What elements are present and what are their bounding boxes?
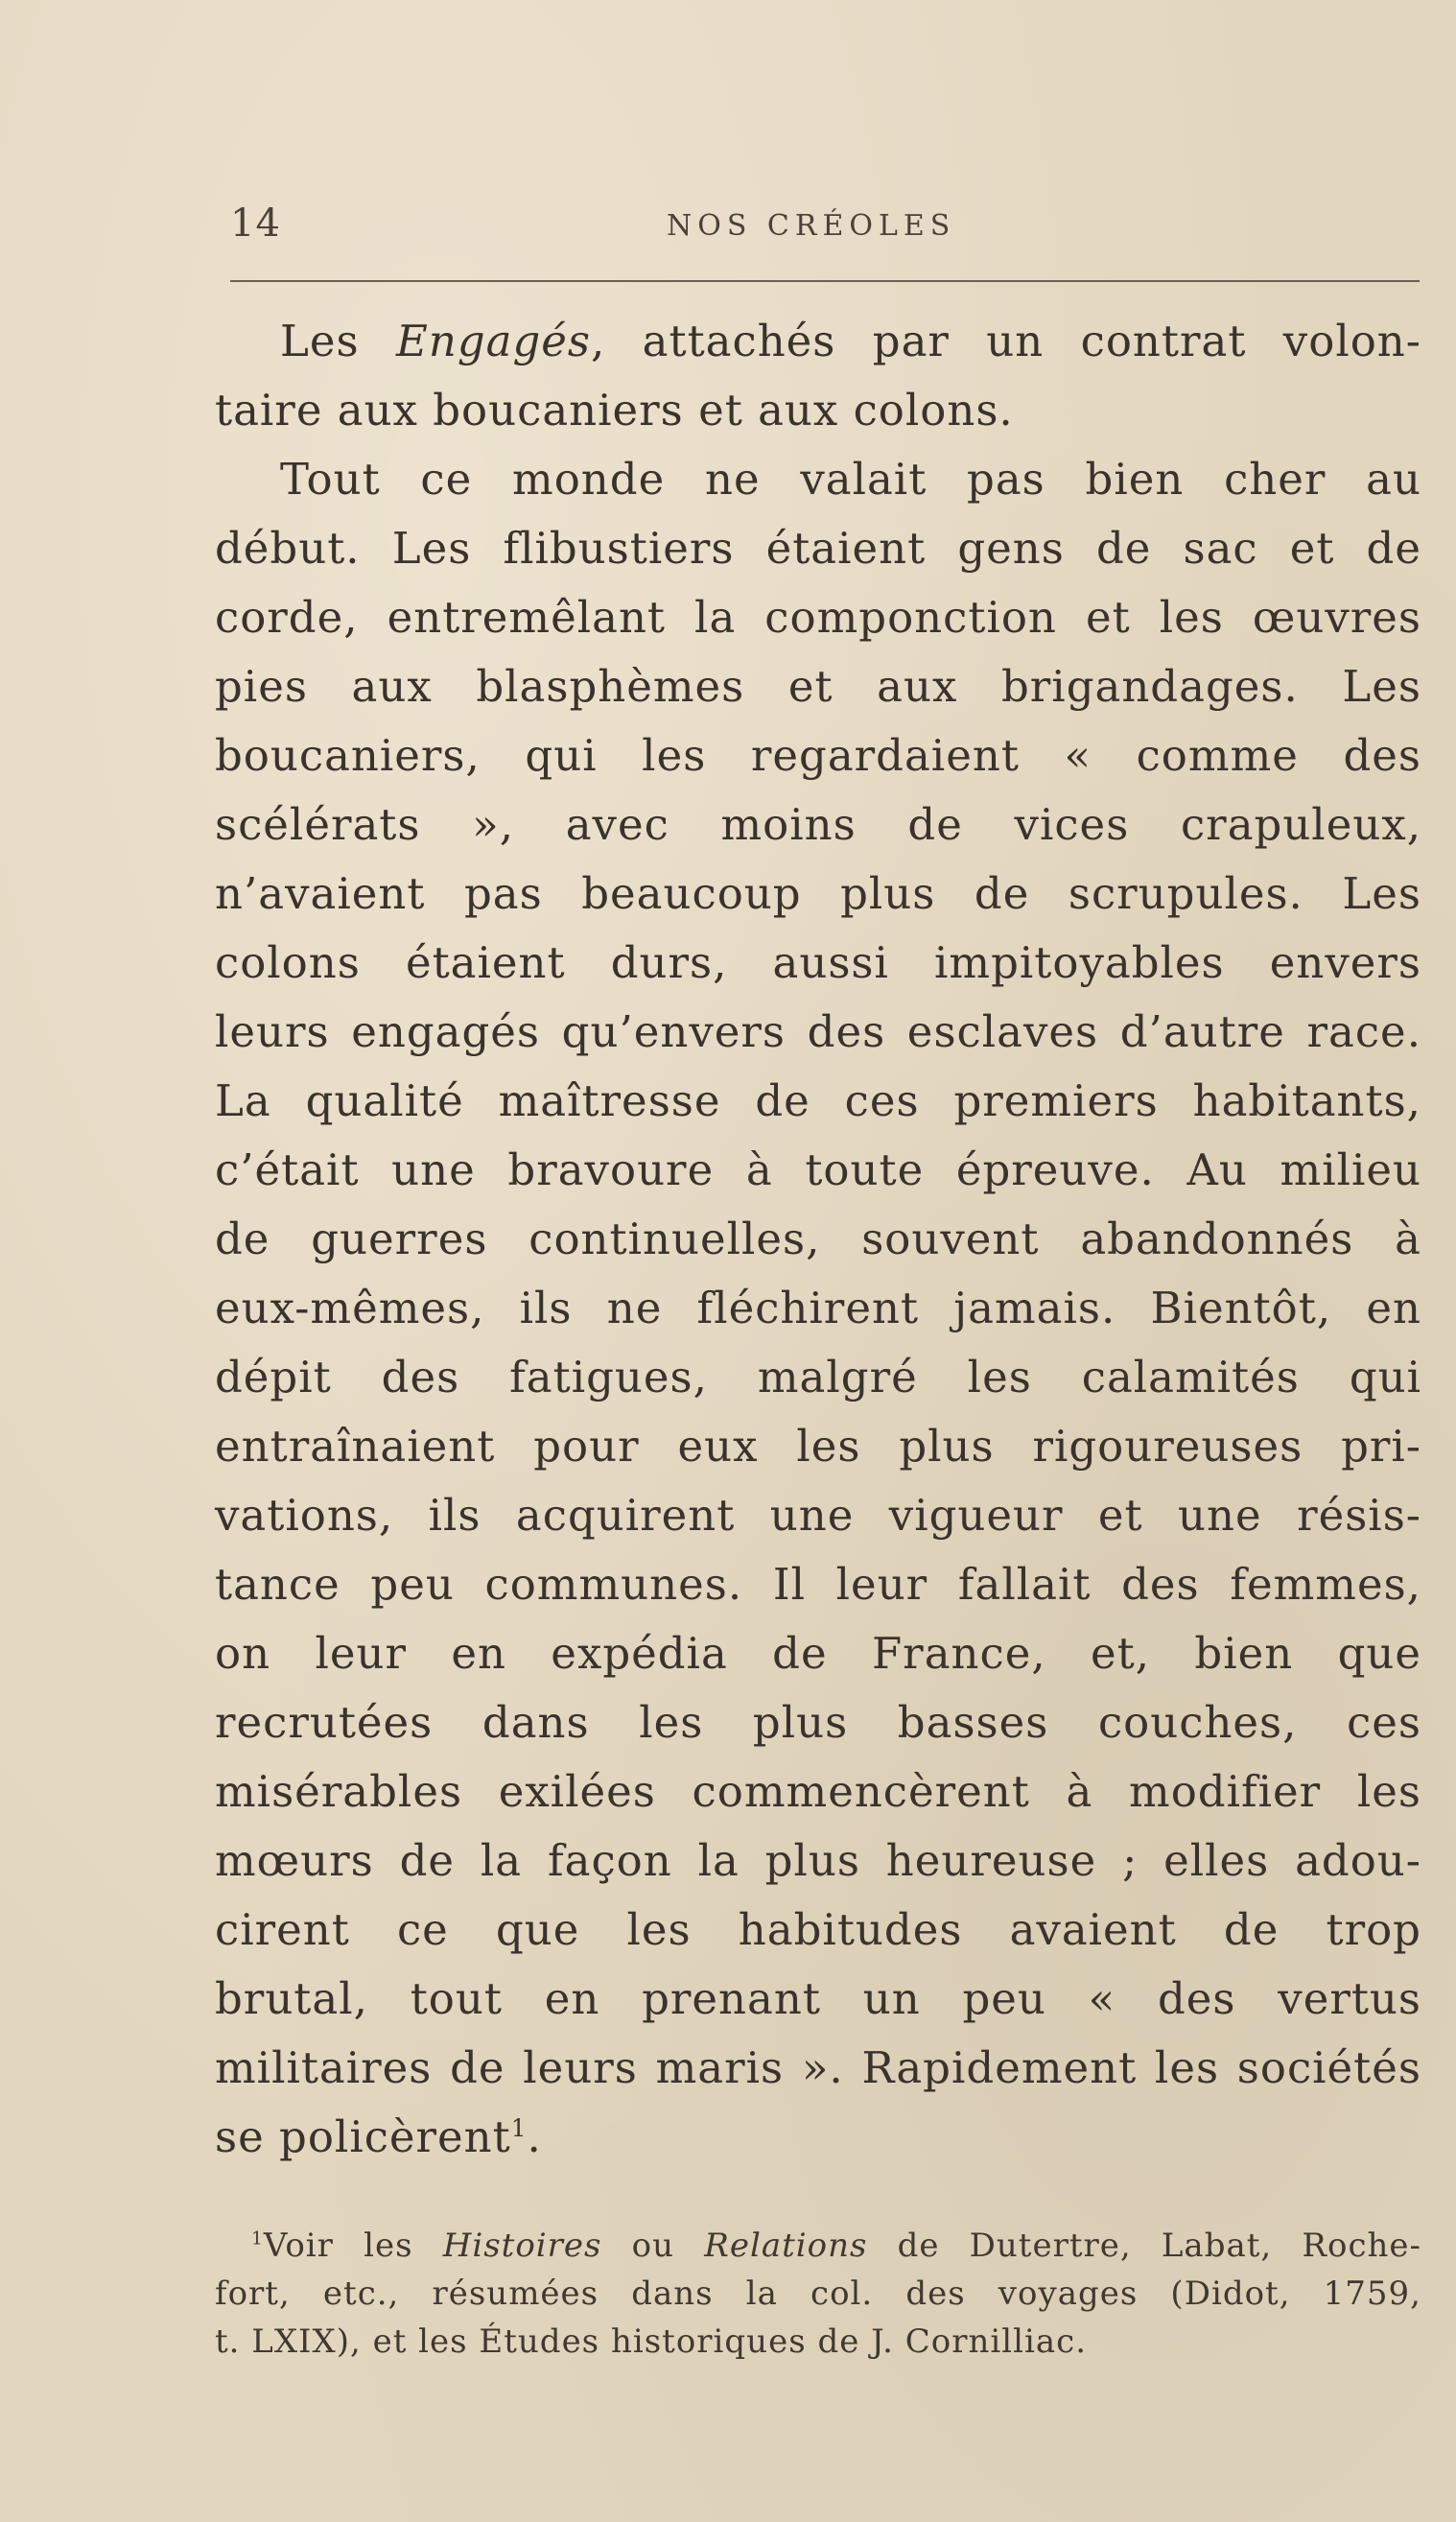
text-line: colons étaient durs, aussi impitoyables envers [215,937,1421,988]
text-line: taire aux boucaniers et aux colons. [215,385,1014,436]
text-line: brutal, tout en prenant un peu « des vertus [215,1973,1421,2024]
text-line: corde, entremêlant la componction et les œuvres [215,592,1421,643]
text-line: pies aux blasphèmes et aux brigandages. Les [215,661,1421,712]
text-line: cirent ce que les habitudes avaient de trop [215,1904,1421,1955]
text-line: leurs engagés qu’envers des esclaves d’autre race. [215,1006,1421,1057]
text-line: militaires de leurs maris ». Rapidement les sociétés [215,2042,1421,2093]
text-line: Tout ce monde ne valait pas bien cher au [280,454,1421,505]
text-line: mœurs de la façon la plus heureuse ; elles adou- [215,1835,1421,1886]
text-span: Voir les [263,2227,443,2265]
text-line: tance peu communes. Il leur fallait des femmes, [215,1559,1421,1610]
footnote-line: fort, etc., résumées dans la col. des voyages (Didot, 1759, [215,2275,1421,2313]
text-span: , attachés par un contrat volon- [590,316,1421,366]
text-line: La qualité maîtresse de ces premiers habitants, [215,1075,1421,1126]
text-line [215,2103,1421,2172]
text-line: dépit des fatigues, malgré les calamités qui [215,1352,1421,1402]
text-line: de guerres continuelles, souvent abandonnés à [215,1214,1421,1264]
text-span: se policèrent [215,2111,511,2162]
text-line: scélérats », avec moins de vices crapuleux, [215,799,1421,850]
header-rule [230,280,1420,282]
text-line [215,307,1421,376]
footnote-marker: 1 [251,2228,264,2250]
text-span: ou [601,2227,705,2265]
footnote [215,2222,1421,2366]
body-text [215,307,1421,2172]
text-line: début. Les flibustiers étaient gens de sac et de [215,523,1421,574]
text-line: vations, ils acquirent une vigueur et une résis- [215,1490,1421,1541]
italic-title: Histoires [442,2227,602,2265]
text-line: on leur en expédia de France, et, bien que [215,1628,1421,1679]
footnote-line: t. LXIX), et les Études historiques de J. Cornilliac. [215,2322,1088,2361]
text-line: misérables exilées commencèrent à modifier les [215,1766,1421,1817]
text-line: boucaniers, qui les regardaient « comme des [215,730,1421,781]
text-line: c’était une bravoure à toute épreuve. Au milieu [215,1144,1421,1195]
footnote-line [215,2222,1421,2270]
text-line: recrutées dans les plus basses couches, ces [215,1697,1421,1748]
text-line: eux-mêmes, ils ne fléchirent jamais. Bientôt, en [215,1283,1421,1333]
italic-term: Engagés [395,316,591,366]
footnote-reference: 1 [510,2114,528,2142]
running-title: NOS CRÉOLES [667,209,956,243]
page-number: 14 [230,201,281,246]
text-line: entraînaient pour eux les plus rigoureuses pri- [215,1421,1421,1472]
text-line: n’avaient pas beaucoup plus de scrupules. Les [215,868,1421,919]
page-header [230,201,1420,259]
italic-title: Relations [704,2227,868,2265]
text-span: . [527,2111,542,2162]
text-span: Les [280,316,396,366]
text-span: de Dutertre, Labat, Roche- [867,2227,1421,2265]
